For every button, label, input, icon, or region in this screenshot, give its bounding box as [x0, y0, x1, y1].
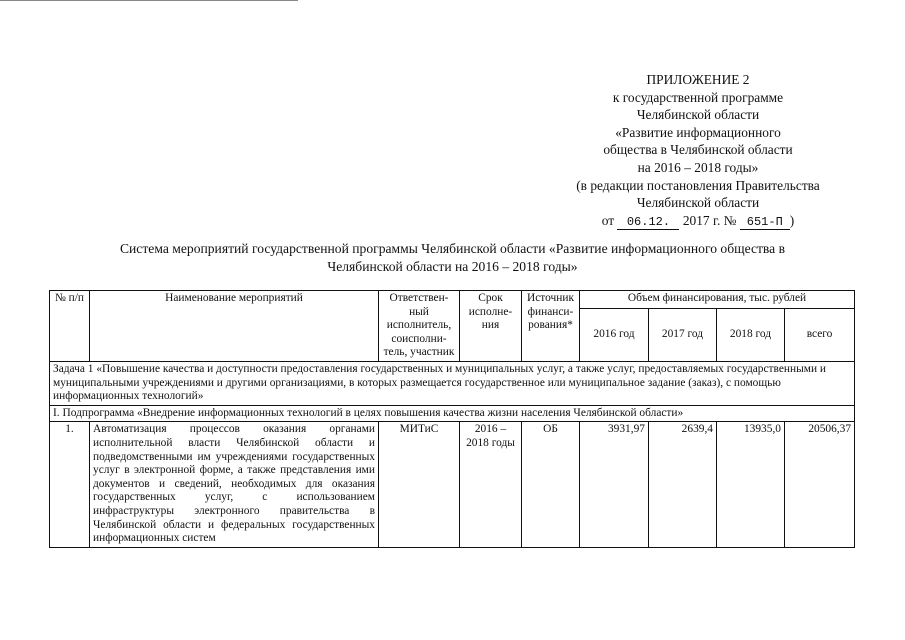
subprogram-text: I. Подпрограмма «Внедрение информационных технологий в целях повышения качества жизни населения Челябинской области»	[50, 405, 855, 422]
appendix-line-3: Челябинской области	[636, 107, 760, 123]
date-value: 06.12.	[626, 214, 671, 229]
task-row	[50, 361, 855, 405]
header-total: всего	[785, 309, 855, 362]
row-responsible: МИТиС	[379, 422, 460, 547]
date-year: 2017 г. №	[682, 212, 737, 228]
header-name: Наименование мероприятий	[90, 291, 379, 362]
header-2017: 2017 год	[649, 309, 717, 362]
table-header-row	[50, 291, 855, 309]
top-rule	[0, 0, 298, 1]
number-value: 651-П	[746, 214, 783, 229]
row-2018: 13935,0	[717, 422, 785, 547]
appendix-line-4: «Развитие информационного	[615, 124, 781, 140]
row-num: 1.	[50, 422, 90, 547]
appendix-header	[548, 71, 848, 230]
subprogram-row	[50, 405, 855, 422]
header-responsible: Ответствен-ный исполнитель, соисполни-тель, участник	[379, 291, 460, 362]
appendix-line-2: к государственной программе	[612, 89, 784, 105]
row-name: Автоматизация процессов оказания органами исполнительной власти Челябинской области и подведомственными им учреждениями государственных услуг в электронной форме, а также представления ими документов и сведений, необходимых для оказания государственных услуг, с использованием инфраструктуры электронного правительства в Челябинской области и федеральных государственных информационных систем	[90, 422, 379, 547]
header-num: № п/п	[50, 291, 90, 362]
header-2016: 2016 год	[580, 309, 649, 362]
measures-table	[49, 290, 855, 548]
appendix-line-1: ПРИЛОЖЕНИЕ 2	[646, 72, 750, 87]
title-line-2: Челябинской области на 2016 – 2018 годы»	[327, 259, 578, 274]
appendix-line-6: на 2016 – 2018 годы»	[637, 159, 759, 175]
row-2016: 3931,97	[580, 422, 649, 547]
row-2017: 2639,4	[649, 422, 717, 547]
date-field	[617, 214, 679, 230]
row-source: ОБ	[522, 422, 580, 547]
document-title	[40, 240, 865, 276]
header-funding: Объем финансирования, тыс. рублей	[580, 291, 855, 309]
appendix-line-7: (в редакции постановления Правительства	[576, 177, 820, 193]
appendix-line-5: общества в Челябинской области	[603, 142, 793, 158]
header-term: Срок исполне-ния	[460, 291, 522, 362]
row-total: 20506,37	[785, 422, 855, 547]
header-2018: 2018 год	[717, 309, 785, 362]
header-source: Источник финанси-рования*	[522, 291, 580, 362]
date-close: )	[789, 212, 795, 228]
appendix-line-8: Челябинской области	[636, 195, 760, 211]
title-line-1: Система мероприятий государственной программы Челябинской области «Развитие информационного общества в	[119, 241, 786, 256]
table-row	[50, 422, 855, 547]
date-prefix: от	[601, 212, 615, 228]
appendix-date-line	[548, 212, 848, 230]
number-field	[740, 214, 790, 230]
row-term: 2016 – 2018 годы	[460, 422, 522, 547]
task-text: Задача 1 «Повышение качества и доступности предоставления государственных и муниципальных услуг, а также услуг, предоставляемых государственными и муниципальными учреждениями и другими организациями, в которых размещается государственное или муниципальное задание (заказ), с помощью информационных технологий»	[50, 361, 855, 405]
